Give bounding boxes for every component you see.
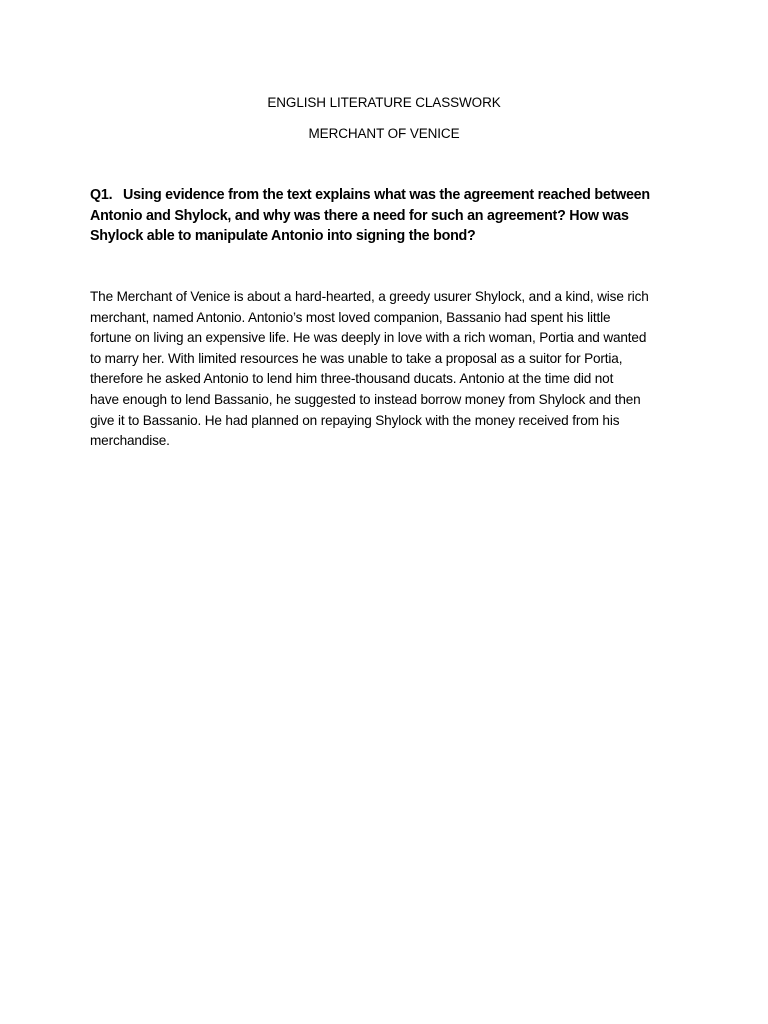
answer-line: The Merchant of Venice is about a hard-hearted, a greedy usurer Shylock, and a kind, wise rich [90,289,649,304]
answer-paragraph [90,287,680,452]
question-text: Using evidence from the text explains what was the agreement reached between Antonio and Shylock, and why was there a need for such an agreement? How was Shylock able to manipulate Antonio into signing the bond? [90,187,650,245]
answer-line: fortune on living an expensive life. He was deeply in love with a rich woman, Portia and wanted [90,330,647,346]
answer-line: merchandise. [90,433,170,449]
question-number: Q1. [90,187,113,203]
answer-line: have enough to lend Bassanio, he suggested to instead borrow money from Shylock and then [90,391,641,407]
answer-line: give it to Bassanio. He had planned on repaying Shylock with the money received from his [90,412,620,428]
document-subtitle: MERCHANT OF VENICE [308,126,460,141]
answer-line: to marry her. With limited resources he was unable to take a proposal as a suitor for Portia, [90,350,623,366]
answer-line: merchant, named Antonio. Antonio’s most loved companion, Bassanio had spent his little [90,309,611,325]
answer-line: therefore he asked Antonio to lend him three-thousand ducats. Antonio at the time did not [90,371,614,387]
question-block [90,185,680,247]
document-title: ENGLISH LITERATURE CLASSWORK [267,95,501,110]
